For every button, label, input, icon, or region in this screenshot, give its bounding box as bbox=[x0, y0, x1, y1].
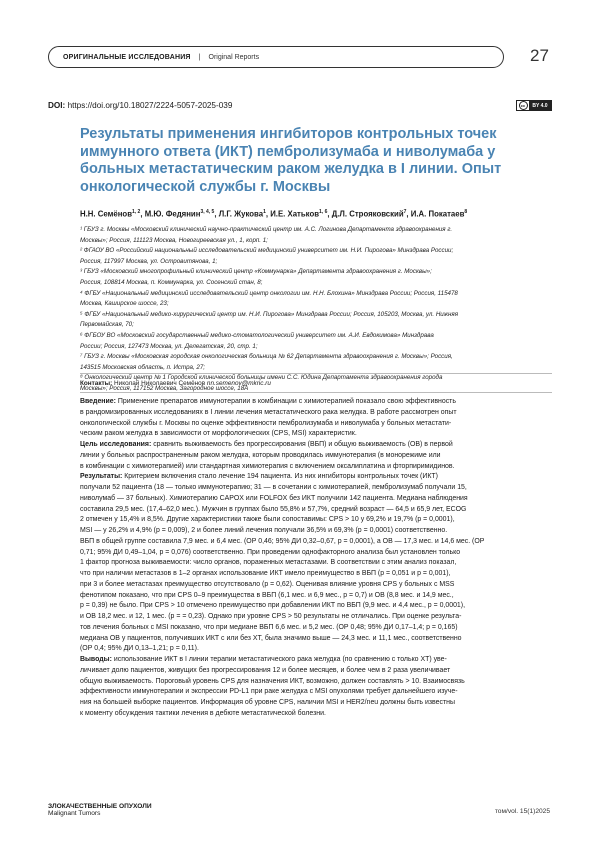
abstract-text: в рандомизированных исследованиях в I линии лечения метастатического рака желудка. В работе рассмотрен опыт bbox=[80, 409, 457, 416]
section-name-ru: ОРИГИНАЛЬНЫЕ ИССЛЕДОВАНИЯ bbox=[63, 54, 191, 61]
abstract-text: сравнить выживаемость без прогрессирования (ВБП) и общую выживаемость (ОВ) в первой bbox=[153, 441, 453, 448]
abstract-line bbox=[80, 655, 552, 666]
abstract-line bbox=[80, 408, 552, 419]
affiliation-line: Москва, Каширское шоссе, 23; bbox=[80, 299, 552, 310]
abstract-line bbox=[80, 634, 552, 645]
abstract-line bbox=[80, 569, 552, 580]
abstract-line bbox=[80, 548, 552, 559]
abstract-text: в комбинации с химиотерапией) или стандартная химиотерапия с включением оксалиплатина и фторпиримидинов. bbox=[80, 463, 455, 470]
affiliation-line: ² ФГАОУ ВО «Российский национальный исследовательский медицинский университет им. Н.И. Пирогова» Минздрава России; bbox=[80, 246, 552, 257]
contact-email[interactable]: nn.semenov@mknc.ru bbox=[207, 380, 271, 387]
affiliation-line: Москвы»; Россия, 117152 Москва, Загородное шоссе, 18А bbox=[80, 384, 552, 395]
abstract-text: при 3 и более метастазах преимущество отсутствовало (p = 0,62). Оценивая влияние уровня CPS у больных с MSS bbox=[80, 581, 454, 588]
abstract-section-label: Введение: bbox=[80, 398, 116, 405]
abstract-text: 0,71; 95% ДИ 0,49–1,04, p = 0,076) соответственно. При проведении однофакторного анализа был установлен только bbox=[80, 549, 460, 556]
abstract-text: личивает долю пациентов, живущих без прогрессирования 12 и более месяцев, и более чем в 2 раза увеличивает bbox=[80, 667, 450, 674]
abstract-line bbox=[80, 601, 552, 612]
author: Д.Л. Строяковский bbox=[332, 210, 404, 219]
abstract-line bbox=[80, 666, 552, 677]
abstract-text: к моменту обсуждения тактики лечения в дебюте метастатической болезни. bbox=[80, 710, 326, 717]
abstract-line bbox=[80, 687, 552, 698]
author-separator: , bbox=[214, 210, 218, 219]
affiliation-line: ³ ГБУЗ «Московский многопрофильный клинический центр «Коммунарка» Департамента здравоохранения г. Москвы»; bbox=[80, 267, 552, 278]
contact-name: Николай Николаевич Семёнов bbox=[114, 380, 205, 387]
contacts-label: Контакты: bbox=[80, 380, 112, 387]
divider bbox=[80, 373, 552, 374]
abstract-line bbox=[80, 462, 552, 473]
abstract-line bbox=[80, 526, 552, 537]
abstract-text: Применение препаратов иммунотерапии в комбинации с химиотерапией показало свою эффективность bbox=[118, 398, 456, 405]
affiliation-line: Первомайская, 70; bbox=[80, 320, 552, 331]
journal-name-ru: ЗЛОКАЧЕСТВЕННЫЕ ОПУХОЛИ bbox=[48, 803, 152, 810]
abstract-line bbox=[80, 537, 552, 548]
article-title: Результаты применения ингибиторов контрольных точек иммунного ответа (ИКТ) пембролизумаба и ниволумаба у больных метастатическим раком желудка в I линии. Опыт онкологической службы г. Москвы bbox=[80, 126, 540, 196]
abstract bbox=[80, 397, 552, 720]
author-affiliation-ref: 1, 6 bbox=[319, 209, 327, 215]
affiliation-line: ⁵ ФГБУ «Национальный медико-хирургический центр им. Н.И. Пирогова» Минздрава России; Россия, 105203, Москва, ул. Нижняя bbox=[80, 310, 552, 321]
abstract-line bbox=[80, 472, 552, 483]
abstract-text: 1 фактор прогноза выживаемости: число органов, пораженных метастазами. В соответствии с этим анализ показал, bbox=[80, 559, 456, 566]
author: И.Е. Хатьков bbox=[270, 210, 319, 219]
author-affiliation-ref: 8 bbox=[464, 209, 467, 215]
abstract-line bbox=[80, 515, 552, 526]
section-separator: | bbox=[199, 54, 201, 61]
abstract-section-label: Цель исследования: bbox=[80, 441, 151, 448]
abstract-section-label: Результаты: bbox=[80, 473, 122, 480]
affiliation-line: ⁸ Онкологический центр № 1 Городской клинической больницы имени С.С. Юдина Департамента здравоохранения города bbox=[80, 373, 552, 384]
abstract-text: получали 52 пациента (18 — только иммунотерапию; 31 — в сочетании с химиотерапией, пембролизумаб получали 15, bbox=[80, 484, 467, 491]
abstract-text: (ОР 0,4; 95% ДИ 0,13–1,21; p = 0,11). bbox=[80, 645, 199, 652]
affiliation-line: Москвы»; Россия, 111123 Москва, Новогиреевская ул., 1, корп. 1; bbox=[80, 236, 552, 247]
abstract-text: онкологической службы г. Москвы по оценке эффективности пембролизумаба и ниволумаба у больных метастати- bbox=[80, 420, 451, 427]
doi-label: DOI: bbox=[48, 101, 65, 110]
abstract-text: что при наличии метастазов в 1–2 органах использование ИКТ имело преимущество в ВБП (p = 0,051 и p = 0,001), bbox=[80, 570, 450, 577]
abstract-text: ВБП в общей группе составила 7,9 мес. и 6,4 мес. (ОР 0,46; 95% ДИ 0,32–0,67, p = 0,0001), а ОВ — 17,3 мес. и 14,6 мес. (ОР bbox=[80, 538, 484, 545]
abstract-line bbox=[80, 397, 552, 408]
abstract-text: тов лечения больных с MSI показано, что при медиане ВБП 6,6 мес. и 5,2 мес. (ОР 0,48; 95% ДИ 0,17–1,4; p = 0,165) bbox=[80, 624, 458, 631]
abstract-text: составила 29,5 мес. (17,4–62,0 мес.). Мужчин в группах было 55,8% и 57,7%, средний возраст — 64,5 и 65,9 лет, ECOG bbox=[80, 506, 466, 513]
affiliation-line: Россия, 108814 Москва, п. Коммунарка, ул. Сосенский стан, 8; bbox=[80, 278, 552, 289]
abstract-line bbox=[80, 644, 552, 655]
doi-line bbox=[48, 101, 232, 110]
journal-footer bbox=[48, 803, 152, 817]
authors-line bbox=[80, 209, 550, 219]
author: Н.Н. Семёнов bbox=[80, 210, 132, 219]
abstract-line bbox=[80, 709, 552, 720]
abstract-text: использование ИКТ в I линии терапии метастатического рака желудка (по сравнению с только ХТ) уве- bbox=[114, 656, 447, 663]
author: М.Ю. Федянин bbox=[145, 210, 201, 219]
abstract-text: p = 0,39) не было. При CPS > 10 отмечено преимущество при добавлении ИКТ по ВБП (9,9 мес. и 4,4 мес., p = 0,0001), bbox=[80, 602, 465, 609]
page-number: 27 bbox=[530, 46, 549, 66]
abstract-line bbox=[80, 677, 552, 688]
section-header bbox=[48, 46, 504, 68]
abstract-line bbox=[80, 440, 552, 451]
abstract-line bbox=[80, 483, 552, 494]
abstract-line bbox=[80, 494, 552, 505]
affiliation-line: России; Россия, 127473 Москва, ул. Делегатская, 20, стр. 1; bbox=[80, 342, 552, 353]
abstract-text: фенотипом показано, что при CPS 0–9 преимущества в ВБП (6,1 мес. и 6,9 мес., p = 0,7) и ОВ (8,8 мес. и 14,9 мес., bbox=[80, 592, 454, 599]
affiliation-line: ⁶ ФГБОУ ВО «Московский государственный медико-стоматологический университет им. А.И. Евдокимова» Минздрава bbox=[80, 331, 552, 342]
journal-name-en: Malignant Tumors bbox=[48, 810, 152, 817]
abstract-text: эффективности иммунотерапии и экспрессии PD-L1 при раке желудка с MSI опухолями требует дальнейшего изуче- bbox=[80, 688, 458, 695]
abstract-text: MSI — у 26,2% и 4,9% (p = 0,009), 2 и более линий лечения получали 36,5% и 69,3% (p = 0,0001) соответственно. bbox=[80, 527, 447, 534]
affiliation-line: 143515 Московская область, п. Истра, 27; bbox=[80, 363, 552, 374]
abstract-text: линии у больных распространенным раком желудка, которым проводилась иммунотерапия (в монорежиме или bbox=[80, 452, 441, 459]
cc-icon bbox=[517, 101, 529, 110]
abstract-line bbox=[80, 623, 552, 634]
abstract-line bbox=[80, 429, 552, 440]
abstract-line bbox=[80, 558, 552, 569]
abstract-line bbox=[80, 505, 552, 516]
cc-icon-text: cc bbox=[519, 101, 528, 110]
volume-info: том/vol. 15(1)2025 bbox=[495, 808, 550, 815]
cc-license-label: BY 4.0 bbox=[529, 101, 551, 110]
author-affiliation-ref: 7 bbox=[404, 209, 407, 215]
divider bbox=[80, 392, 552, 393]
affiliations-list bbox=[80, 225, 552, 395]
abstract-text: Критерием включения стало лечение 194 пациента. Из них ингибиторы контрольных точек (ИКТ) bbox=[124, 473, 438, 480]
author-separator: , bbox=[327, 210, 331, 219]
affiliation-line: ⁷ ГБУЗ г. Москвы «Московская городская онкологическая больница № 62 Департамента здравоохранения г. Москвы»; Россия, bbox=[80, 352, 552, 363]
abstract-text: ния на большей выборке пациентов. Информация об уровне CPS, наличии MSI и HER2/neu должны быть известны bbox=[80, 699, 455, 706]
cc-license-badge[interactable] bbox=[516, 100, 552, 111]
affiliation-line: ⁴ ФГБУ «Национальный медицинский исследовательский центр онкологии им. Н.Н. Блохина» Минздрава России; Россия, 115478 bbox=[80, 289, 552, 300]
affiliation-line: Россия, 117997 Москва, ул. Островитянова, 1; bbox=[80, 257, 552, 268]
abstract-line bbox=[80, 451, 552, 462]
author: Л.Г. Жукова bbox=[219, 210, 263, 219]
abstract-text: и ОВ 18,2 мес. и 12, 1 мес. (p = = 0,23). Однако при уровне CPS > 50 результаты не отличались. При оценке результа- bbox=[80, 613, 461, 620]
author-affiliation-ref: 3, 4, 5 bbox=[200, 209, 214, 215]
author-separator: , bbox=[406, 210, 410, 219]
abstract-text: ниволумаб — 37 больных). Химиотерапию CAPOX или FOLFOX без ИКТ получили 142 пациента. Медиана наблюдения bbox=[80, 495, 468, 502]
section-name-en: Original Reports bbox=[209, 54, 260, 61]
abstract-text: медиана ОВ у пациентов, получивших ИКТ с или без ХТ, была значимо выше — 24,3 мес. и 11,1 мес., соответственно bbox=[80, 635, 462, 642]
doi-link[interactable]: https://doi.org/10.18027/2224-5057-2025-039 bbox=[68, 101, 233, 110]
abstract-line bbox=[80, 419, 552, 430]
abstract-line bbox=[80, 612, 552, 623]
author-separator: , bbox=[140, 210, 144, 219]
abstract-line bbox=[80, 580, 552, 591]
affiliation-line: ¹ ГБУЗ г. Москвы «Московский клинический научно-практический центр им. А.С. Логинова Департамента здравоохранения г. bbox=[80, 225, 552, 236]
abstract-line bbox=[80, 698, 552, 709]
contacts-line bbox=[80, 380, 271, 387]
author: И.А. Покатаев bbox=[411, 210, 465, 219]
abstract-line bbox=[80, 591, 552, 602]
abstract-text: 2 отмечен у 15,4% и 8,5%. Другие характеристики также были сопоставимы: CPS > 10 у 69,2% и 19,7% (p = 0,0001), bbox=[80, 516, 455, 523]
abstract-section-label: Выводы: bbox=[80, 656, 112, 663]
author-affiliation-ref: 1, 2 bbox=[132, 209, 140, 215]
abstract-text: ческим раком желудка в зависимости от морфологических (CPS, MSI) характеристик. bbox=[80, 430, 357, 437]
author-separator: , bbox=[266, 210, 270, 219]
abstract-text: общую выживаемость. Пороговый уровень CPS для назначения ИКТ, возможно, должен составлять > 10. Взаимосвязь bbox=[80, 678, 465, 685]
author-affiliation-ref: 1 bbox=[263, 209, 266, 215]
